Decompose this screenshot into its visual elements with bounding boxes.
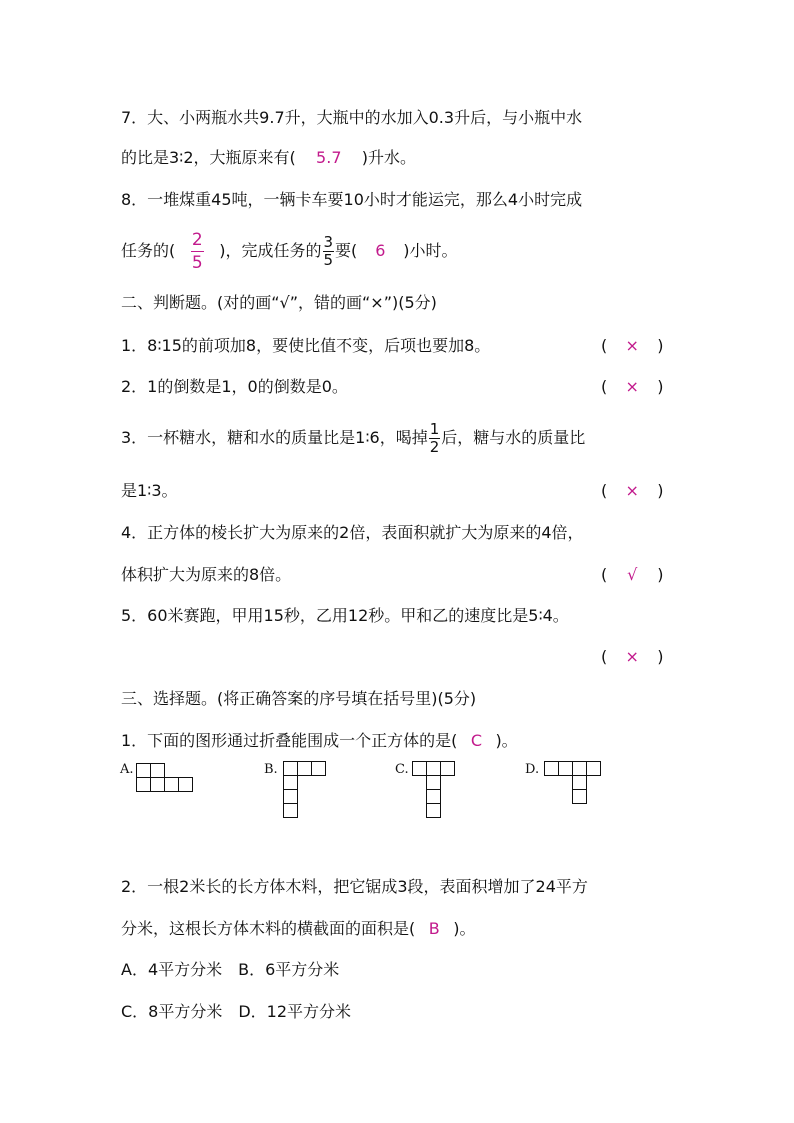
- fill-q8-line1: 8．一堆煤重45吨，一辆卡车要10小时才能运完，那么4小时完成: [121, 190, 583, 209]
- judge-q1-paren-close: ): [657, 336, 664, 355]
- judge-q3-line1: [121, 416, 585, 460]
- net-cell: [426, 775, 441, 790]
- judge-q4-answer-box: [601, 564, 664, 586]
- net-c-label: C.: [395, 762, 409, 777]
- net-cell: [426, 789, 441, 804]
- net-cell: [150, 763, 165, 778]
- net-cell: [283, 803, 298, 818]
- judge-q4-paren-close: ): [657, 565, 664, 584]
- choice-q1-answer: C: [470, 731, 483, 750]
- fill-q7-answer: 5.7: [316, 148, 342, 167]
- judge-q4-paren-open: (: [601, 565, 608, 584]
- net-cell: [136, 763, 151, 778]
- judge-q2-paren-close: ): [657, 377, 664, 396]
- choice-q2-line1: 2．一根2米长的长方体木料，把它锯成3段，表面积增加了24平方: [121, 877, 588, 896]
- net-cell: [283, 775, 298, 790]
- net-cell: [426, 761, 441, 776]
- judge-q2-text: 2．1的倒数是1，0的倒数是0。: [121, 377, 348, 396]
- judge-q5-paren-open: (: [601, 647, 608, 666]
- net-cell: [572, 775, 587, 790]
- net-a-label: A.: [120, 762, 134, 777]
- fill-q8-fraction: [323, 234, 335, 269]
- choice-q2-options-row1: A．4平方分米 B．6平方分米: [121, 960, 340, 979]
- net-b-label: B.: [264, 762, 278, 777]
- judge-q5-answer-box: [601, 646, 664, 668]
- net-cell: [283, 789, 298, 804]
- net-cell: [412, 761, 427, 776]
- judge-q4-line2: 体积扩大为原来的8倍。: [121, 565, 292, 584]
- judge-q3-text-post: 后，糖与水的质量比: [441, 428, 586, 447]
- choice-q1-text-pre: 1．下面的图形通过折叠能围成一个正方体的是(: [121, 731, 458, 750]
- judge-q3-fraction: [429, 421, 441, 456]
- judge-q3-fraction-numerator: 1: [429, 420, 440, 438]
- fill-q8-fraction-numerator: 3: [323, 233, 334, 251]
- fill-q8-line2: [121, 229, 458, 274]
- choice-q1-text: [121, 730, 518, 752]
- fill-q8-text-pre: 任务的(: [121, 241, 176, 260]
- judge-heading: 二、判断题。(对的画“√”，错的画“×”)(5分): [121, 293, 437, 312]
- choice-q2-answer: B: [428, 919, 440, 938]
- judge-q3-paren-open: (: [601, 481, 608, 500]
- fill-q8-text-mid2: 要(: [335, 241, 358, 260]
- judge-q5-text: 5．60米赛跑，甲用15秒，乙用12秒。甲和乙的速度比是5∶4。: [121, 606, 569, 625]
- fill-q7-text-post: )升水。: [361, 148, 417, 167]
- net-cell: [178, 777, 193, 792]
- net-cell: [297, 761, 312, 776]
- judge-q3-answer-box: [601, 480, 664, 502]
- fill-q8-text-mid1: )，完成任务的: [219, 241, 322, 260]
- net-cell: [440, 761, 455, 776]
- net-cell: [136, 777, 151, 792]
- judge-q3-fraction-denominator: 2: [429, 438, 440, 456]
- choice-q2-options-row2: C．8平方分米 D．12平方分米: [121, 1002, 352, 1021]
- net-cell: [150, 777, 165, 792]
- judge-q3-text-pre: 3．一杯糖水，糖和水的质量比是1∶6，喝掉: [121, 428, 428, 447]
- judge-q3-paren-close: ): [657, 481, 664, 500]
- choice-q1-text-post: )。: [495, 731, 518, 750]
- judge-q3-answer: ×: [625, 481, 639, 500]
- judge-q1-answer-box: [601, 335, 664, 357]
- fill-q8-text-post: )小时。: [403, 241, 458, 260]
- fill-q8-answer-fraction: [191, 229, 204, 274]
- net-cell: [283, 761, 298, 776]
- fill-q7-text-pre: 的比是3∶2，大瓶原来有(: [121, 148, 296, 167]
- net-cell: [572, 761, 587, 776]
- choice-heading: 三、选择题。(将正确答案的序号填在括号里)(5分): [121, 689, 477, 708]
- net-cell: [544, 761, 559, 776]
- net-cell: [558, 761, 573, 776]
- fill-q8-fraction-denominator: 5: [323, 251, 334, 269]
- net-cell: [164, 777, 179, 792]
- judge-q1-text: 1．8∶15的前项加8，要使比值不变，后项也要加8。: [121, 336, 491, 355]
- fill-q8-answer2: 6: [375, 241, 386, 260]
- judge-q5-answer: ×: [625, 647, 639, 666]
- fill-q8-answer-numerator: 2: [191, 230, 203, 250]
- judge-q4-answer: √: [627, 565, 638, 584]
- choice-q2-line2: [121, 918, 476, 940]
- judge-q2-paren-open: (: [601, 377, 608, 396]
- fill-q8-answer-denominator: 5: [191, 253, 203, 273]
- fill-q7-line1: 7．大、小两瓶水共9.7升，大瓶中的水加入0.3升后，与小瓶中水: [121, 108, 583, 127]
- net-cell: [426, 803, 441, 818]
- judge-q2-answer-box: [601, 376, 664, 398]
- net-cell: [311, 761, 326, 776]
- net-cell: [586, 761, 601, 776]
- judge-q1-paren-open: (: [601, 336, 608, 355]
- choice-q2-text-pre: 分米，这根长方体木料的横截面的面积是(: [121, 919, 416, 938]
- net-d-label: D.: [525, 762, 540, 777]
- judge-q3-line2: 是1∶3。: [121, 481, 178, 500]
- judge-q5-paren-close: ): [657, 647, 664, 666]
- judge-q4-line1: 4．正方体的棱长扩大为原来的2倍，表面积就扩大为原来的4倍，: [121, 523, 584, 542]
- judge-q1-answer: ×: [625, 336, 639, 355]
- judge-q2-answer: ×: [625, 377, 639, 396]
- choice-q2-text-post: )。: [453, 919, 476, 938]
- net-cell: [572, 789, 587, 804]
- fill-q7-line2: [121, 147, 416, 169]
